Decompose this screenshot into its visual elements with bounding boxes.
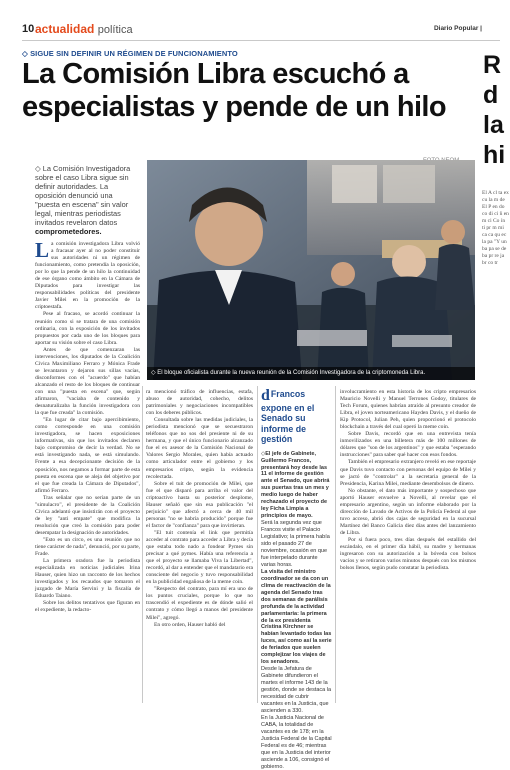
article-paragraph: Antes de que comenzaran las intervenciones, los diputados de la Coalición Cívica Maximiliano Ferraro y Mónica Frade se levantaron y dejaron sus sillas vacías, disconformes con el "acuerdo" que habían alcanzado el resto de los bloques de continuar con una "puesta en escena" que, según afirmaron, "vaciaba de contenido y desnaturalizaba la función investigadora con la que fue creada" la comisión. <box>35 346 140 417</box>
sidebar-box-paragraph: La visita del ministro coordinador se da con un clima de reactivación de la agenda del Senado tras dos semanas de parálisis profunda de la actividad parlamentaria: la primera de la ex presidenta Cristina Kirchner se habían levantado todas las luces, así como así la serie de feriados que suelen complejizar los viajes de los senadores. <box>261 568 332 666</box>
photo-caption <box>147 367 475 380</box>
sidebar-box-title: dFrancos expone en el Senado su informe de gestión <box>261 387 315 445</box>
article-paragraph: La primera oradora fue la periodista especializada en noticias judiciales Irina Hauser, quien hizo un racconto de los hechos investigados y los recaudos que tomaron el juzgado de María Servini y la fiscalía de Eduardo Taiano. <box>35 558 140 600</box>
sidebar-box-paragraph: ◇El jefe de Gabinete, Guillermo Francos, presentará hoy desde las 11 el informe de gestión ante el Senado, que abrirá sus puertas tras un mes y medio luego de haber rechazado el proyecto de ley Ficha Limpia a principios de mayo. <box>261 450 330 520</box>
kicker-icon: ◇ <box>22 49 28 58</box>
article-paragraph: Sobre los delitos tentativos que figuran en el expediente, la redacto- <box>35 600 140 614</box>
article-paragraph: La comisión investigadora Libra volvió a fracasar ayer al no poder constituir sus autoridades ni un régimen de funcionamiento, como pretendía la oposición, por lo que la pende de un hilo la continuidad de ese órgano como ámbito en la Cámara de Diputados para investigar las responsabilidades políticas del presidente Javier Milei en la promoción de la criptoestafa. <box>35 238 140 311</box>
sidebar-box-paragraph: En la Justicia Nacional de CABA, la totalidad de vacantes es de 178; en la Justicia Federal de la Capital Federal es de 46; mientras que en la Justicia del interior asciende a 106, consignó el gobierno. <box>261 714 332 770</box>
caption-icon: ◇ <box>151 370 158 376</box>
column-rule <box>142 386 143 703</box>
photo-illustration <box>147 160 475 380</box>
article-paragraph: Consultada sobre las medidas judiciales, la periodista mencionó que se secuestraron teléfonos que no sos del presiente ni de su hermana, y que el único funcionario alcanzado fue el ex asesor de la Comisión Nacional de Valores Sergio Morales, quien había actuado como articulador entre el gobierno y los empresarios cripto, según la evidencia recolectada. <box>146 417 253 480</box>
sidebar-box-paragraph: Desde la Jefatura de Gabinete difundieron el martes el informe 143 de la gestión, donde se destaca la necesidad de cubrir vacantes en la Justicia, que ascienden a 330. <box>261 666 332 714</box>
column-rule <box>335 386 336 703</box>
article-paragraph: Tras señalar que no serían parte de un "simulacro", el presidente de la Coalición Cívica adelantó que insistirán con el proyecto de ley "anti empate" que modifica la resolución que creó la comisión para poder desempatar la designación de autoridades. <box>35 494 140 536</box>
headline: La Comisión Libra escuchó a especialistas y pende de un hilo <box>22 58 446 123</box>
sidebar-box-dropcap: d <box>261 387 270 404</box>
sidebar-box-paragraph: Será la segunda vez que Francos visite el Palacio Legislativo; la primera había sido el pasado 27 de noviembre, ocasión en que fue interpelado durante varias horas. <box>261 520 330 568</box>
column-rule <box>257 386 258 703</box>
next-article-headline <box>481 50 510 180</box>
article-paragraph: No obstante, el dato más importante y sospechoso que aportó Hauser envuelve a Novelli, al revelar que el empresario argentino, según un informe elaborado por la dirección de Lavado de Activos de la Policía Federal al que tuvo acceso, abrió dos cajas de seguridad en la sucursal Martínez del Banco Galicia diez días antes del lanzamiento de Libra. <box>340 487 476 536</box>
article-paragraph: "El tuit contenía el link que permitía acceder al contrato para acceder a Libra y decía que estaba todo nado a fondear Pymes sin precisar a qué pymes. Había una referencia a que el proyecto se llamaba Viva la Libertad", recordó, al dar a entender que el mandatario era consciente del negocio y tuvo responsabilidad en la publicidad engañosa de la meme coin. <box>146 529 253 586</box>
photo <box>147 160 475 380</box>
article-column-4 <box>340 389 476 572</box>
section-name: actualidad <box>35 22 95 36</box>
sidebar-box <box>261 389 332 770</box>
article-column-2 <box>146 389 253 629</box>
article-paragraph: involucramiento en esta historia de los cripto empresarios Mauricio Novelli y Manuel Terrones Godoy, titulares de Tech Forum, quienes habrían atraído al presunto creador de Libra, el joven norteamericano Hayden Davis, y el dueño de Kip Protocol, Julian Peh, quien proporcionó el protocolo blockchain a través del cual operó la meme coin. <box>340 389 476 431</box>
page-number: 10 <box>22 23 35 35</box>
article-paragraph: "Respecto del contrato, para mí era uno de los puntos cruciales, porque lo que no trascendió el expediente es de dónde salió el contrato y cómo llegó a manos del presidente Milei", agregó. <box>146 586 253 621</box>
sidebar-box-body <box>261 451 332 770</box>
page-header <box>22 22 500 41</box>
summary-lead: La Comisión Investigadora sobre el caso Libra sigue sin definir autoridades. La oposición denunció una "puesta en escena" sin valor legal, mientras periodistas invitados revelaron datos <box>35 164 131 227</box>
article-paragraph: Pese al fracaso, se acordó continuar la reunión como si se tratara de una comisión ordinaria, con la exposición de los invitados propuestos por cada uno de los bloques para aportar su visión sobre el caso Libra. <box>35 311 140 346</box>
subsection-name: política <box>97 24 133 36</box>
article-paragraph: También el empresario extranjero reveló en ese reportaje que Davis tuvo contacto con personas del equipo de Milei y se jactó de "controlar" a la secretaria general de la Presidencia, Karina Milei, mediante desembolsos de dinero. <box>340 459 476 487</box>
section-label <box>35 22 133 36</box>
sidebar-box-icon: ◇ <box>261 450 266 457</box>
next-article-text: El A cl ta ex cu la m de El P en do co di ci ñ en m ci Co ín ti pr m mi ca ca qu ec la pa "Y un ba pa se de ba pr re ja br co tr <box>482 190 509 266</box>
article-column-1 <box>35 238 140 614</box>
article-paragraph: En otro orden, Hauser habló del <box>154 621 226 628</box>
next-article-headline-letters: R d la hi <box>483 51 506 169</box>
article-paragraph: ra mencionó tráfico de influencias, estafa, abuso de autoridad, cohecho, delitos patrimoniales y negociaciones incompatibles con los deberes públicos. <box>146 389 253 417</box>
dropcap: L <box>35 238 50 262</box>
summary-icon: ◇ <box>35 164 41 173</box>
article-paragraph: "En lugar de citar bajo apercibimiento, como corresponde en una comisión investigadora, se hacen exposiciones informativas, sin que los invitados declaren bajo compromiso de decir la verdad. No se está investigando nada, se está simulando. Frente a esa decepcionante decisión de la oposición, nos negamos a formar parte de esta puesta en escena que se aleja del objetivo por el que fue creada la Cámara de Diputados", afirmó Ferraro. <box>35 417 140 494</box>
summary <box>35 164 137 236</box>
article-paragraph: Sobre el tuit de promoción de Milei, que fue el que disparó para arriba el valor del criptoactivo hasta su posterior desplome, Hauser señaló que sin esa publicación "el perjuicio" que afectó a cerca de 40 mil personas "no se habría producido" porque fue el factor de "confianza" para que invirtieran. <box>146 480 253 529</box>
kicker <box>22 49 238 58</box>
caption-text: El bloque oficialista durante la nueva reunión de la Comisión Investigadora de la criptomoneda Libra. <box>157 370 426 376</box>
kicker-text: SIGUE SIN DEFINIR UN RÉGIMEN DE FUNCIONAMIENTO <box>30 49 238 58</box>
publication-name: Diario Popular | <box>433 25 482 32</box>
article-paragraph: "Esto es un circo, es una reunión que no tiene carácter de nada", denunció, por su parte, Frade. <box>35 536 140 558</box>
summary-strong: comprometedores. <box>35 227 102 236</box>
article-paragraph: Sobre Davis, recordó que en una entrevista tenía inmovilizados en una billetera más de 100 millones de dólares que "son de los argentinos" y que estaba "esperando instrucciones" para saber qué hacer con esos fondos. <box>340 431 476 459</box>
article-paragraph: Por si fuera poco, tres días después del estallido del escándalo, en el primer día hábil, su madre y hermanas ingresaron con su autorización a la bóveda con bolsos vacíos y se retiraron varios minutos después con los mismos bolsos llenos, según pudo constatar la periodista. <box>340 536 476 572</box>
